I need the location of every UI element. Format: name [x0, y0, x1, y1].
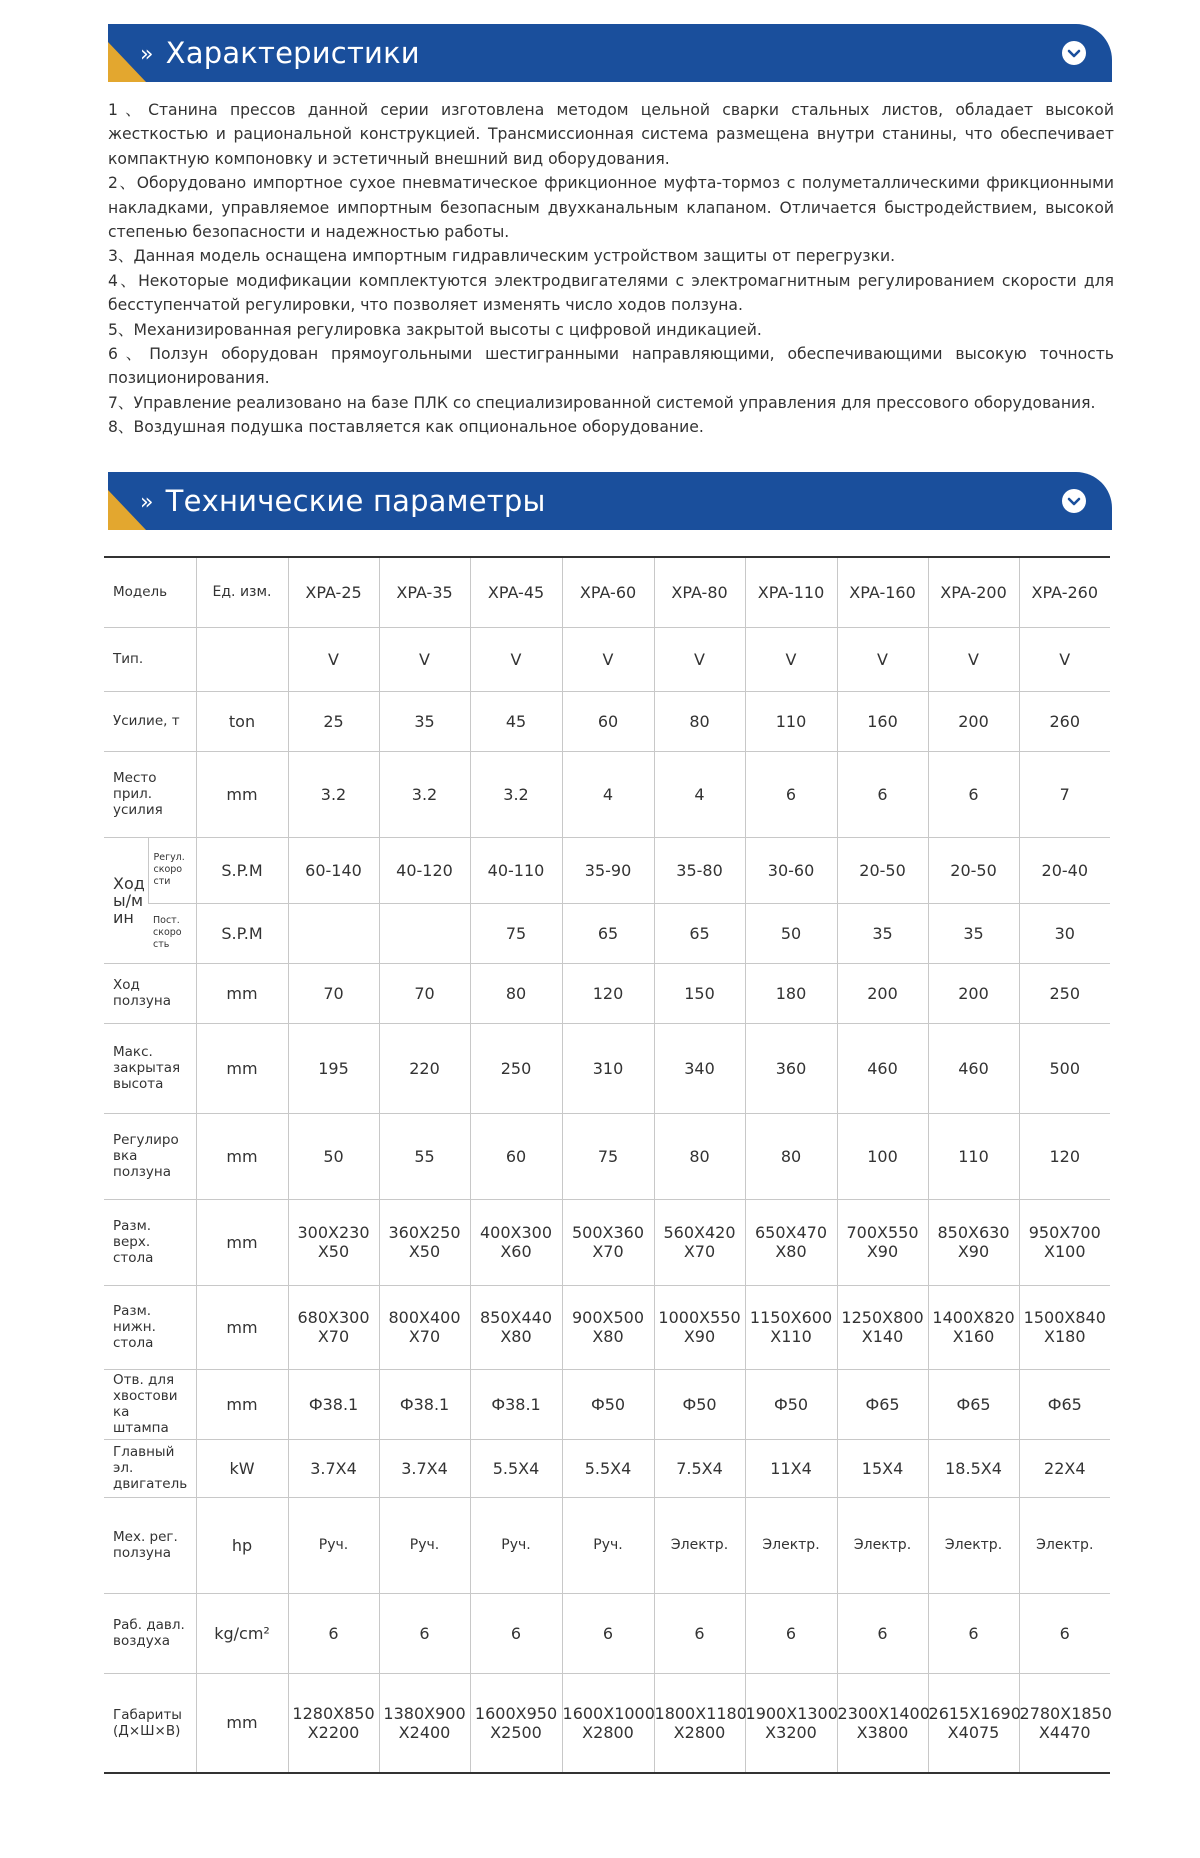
table-cell: 35-80 — [654, 837, 745, 903]
strokes-group-label: Ход ы/м ин — [104, 837, 148, 963]
row-unit: kW — [196, 1439, 288, 1497]
table-cell: 6 — [562, 1593, 654, 1673]
table-cell: 360X250 X50 — [379, 1199, 470, 1285]
table-cell: 2780X1850 X4470 — [1019, 1673, 1110, 1773]
feature-item: 2、Оборудовано импортное сухое пневматическое фрикционное муфта-тормоз с полуметаллическими фрикционными накладками, управляемое импортным безопасным двухканальным клапаном. Отличается быстродействием, высокой степенью безопасности и надежностью работы. — [108, 174, 1114, 242]
table-cell: 2615X1690 X4075 — [928, 1673, 1019, 1773]
row-label: Отв. для хвостови ка штампа — [104, 1369, 196, 1439]
table-cell: Ф38.1 — [288, 1369, 379, 1439]
table-cell: 1150X600 X110 — [745, 1285, 837, 1369]
table-cell: 500 — [1019, 1023, 1110, 1113]
table-cell: 110 — [745, 691, 837, 751]
table-cell: V — [379, 627, 470, 691]
unit-header: Ед. изм. — [196, 557, 288, 627]
table-cell: 30-60 — [745, 837, 837, 903]
table-cell: 6 — [928, 751, 1019, 837]
feature-item: 1、Станина прессов данной серии изготовлена методом цельной сварки стальных листов, обладает высокой жесткостью и рациональной конструкцией. Трансмиссионная система размещена внутри станины, что обеспечивает компактную компоновку и эстетичный внешний вид оборудования. — [108, 101, 1114, 168]
table-row — [104, 963, 1110, 1023]
table-cell: 65 — [654, 903, 745, 963]
table-cell: 11X4 — [745, 1439, 837, 1497]
row-unit: S.P.M — [196, 903, 288, 963]
table-cell: 460 — [837, 1023, 928, 1113]
table-row — [104, 1113, 1110, 1199]
row-label: Главный эл. двигатель — [104, 1439, 196, 1497]
table-row — [104, 751, 1110, 837]
table-cell: 1280X850 X2200 — [288, 1673, 379, 1773]
table-row — [104, 837, 1110, 903]
table-cell — [288, 903, 379, 963]
row-label: Усилие, т — [104, 691, 196, 751]
feature-item: 8、Воздушная подушка поставляется как опциональное оборудование. — [108, 418, 704, 437]
table-cell: Руч. — [379, 1497, 470, 1593]
row-label: Место прил. усилия — [104, 751, 196, 837]
row-unit: mm — [196, 1023, 288, 1113]
table-cell: 5.5X4 — [470, 1439, 562, 1497]
row-unit: mm — [196, 1113, 288, 1199]
table-cell: 6 — [654, 1593, 745, 1673]
table-row — [104, 691, 1110, 751]
row-unit — [196, 627, 288, 691]
table-cell: 22X4 — [1019, 1439, 1110, 1497]
table-cell: 3.2 — [379, 751, 470, 837]
table-cell: 120 — [1019, 1113, 1110, 1199]
table-cell: Электр. — [745, 1497, 837, 1593]
table-row — [104, 1369, 1110, 1439]
table-cell: Ф50 — [745, 1369, 837, 1439]
table-cell: 18.5X4 — [928, 1439, 1019, 1497]
table-cell: 200 — [928, 691, 1019, 751]
table-cell: V — [470, 627, 562, 691]
table-cell: 1400X820 X160 — [928, 1285, 1019, 1369]
section-title: Характеристики — [165, 36, 420, 70]
feature-item: 6、Ползун оборудован прямоугольными шестигранными направляющими, обеспечивающими высокую точность позиционирования. — [108, 345, 1114, 388]
model-name: XPA-45 — [470, 557, 562, 627]
params-section-header[interactable] — [108, 472, 1112, 530]
row-label: Габариты (Д×Ш×В) — [104, 1673, 196, 1773]
table-cell: 60 — [470, 1113, 562, 1199]
row-label: Регулиро вка ползуна — [104, 1113, 196, 1199]
chevron-right-icon: » — [140, 490, 154, 515]
section-title: Технические параметры — [165, 484, 546, 518]
feature-item: 5、Механизированная регулировка закрытой высоты с цифровой индикацией. — [108, 320, 762, 339]
model-name: XPA-25 — [288, 557, 379, 627]
table-cell: 360 — [745, 1023, 837, 1113]
row-unit: S.P.M — [196, 837, 288, 903]
row-unit: mm — [196, 1369, 288, 1439]
row-label: Мех. рег. ползуна — [104, 1497, 196, 1593]
table-cell: 900X500 X80 — [562, 1285, 654, 1369]
table-cell: Руч. — [562, 1497, 654, 1593]
table-row — [104, 1439, 1110, 1497]
table-cell: 35-90 — [562, 837, 654, 903]
model-name: XPA-160 — [837, 557, 928, 627]
table-cell: 55 — [379, 1113, 470, 1199]
table-cell: 20-50 — [837, 837, 928, 903]
table-cell: 3.7X4 — [288, 1439, 379, 1497]
table-cell: Электр. — [654, 1497, 745, 1593]
table-cell: 6 — [470, 1593, 562, 1673]
table-cell: 20-40 — [1019, 837, 1110, 903]
row-label: Ход ползуна — [104, 963, 196, 1023]
model-name: XPA-110 — [745, 557, 837, 627]
table-cell: 1000X550 X90 — [654, 1285, 745, 1369]
table-cell: 200 — [928, 963, 1019, 1023]
table-cell: 25 — [288, 691, 379, 751]
table-cell: 75 — [470, 903, 562, 963]
row-unit: mm — [196, 751, 288, 837]
table-cell: 400X300 X60 — [470, 1199, 562, 1285]
table-cell: 60 — [562, 691, 654, 751]
table-cell: Электр. — [837, 1497, 928, 1593]
table-cell: 6 — [745, 751, 837, 837]
table-cell: 6 — [288, 1593, 379, 1673]
table-cell: Руч. — [470, 1497, 562, 1593]
row-label: Тип. — [104, 627, 196, 691]
model-name: XPA-35 — [379, 557, 470, 627]
table-cell: 180 — [745, 963, 837, 1023]
table-cell: V — [745, 627, 837, 691]
table-cell: 650X470 X80 — [745, 1199, 837, 1285]
table-cell: Руч. — [288, 1497, 379, 1593]
feature-item: 7、Управление реализовано на базе ПЛК со специализированной системой управления для прессового оборудования. — [108, 393, 1096, 412]
table-cell: 950X700 X100 — [1019, 1199, 1110, 1285]
table-cell: 120 — [562, 963, 654, 1023]
table-cell: Ф50 — [654, 1369, 745, 1439]
table-cell: 1250X800 X140 — [837, 1285, 928, 1369]
table-cell: 35 — [928, 903, 1019, 963]
row-sublabel: Регул. скоро сти — [148, 837, 196, 903]
table-cell: 2300X1400 X3800 — [837, 1673, 928, 1773]
row-unit: mm — [196, 1199, 288, 1285]
table-cell: 50 — [288, 1113, 379, 1199]
table-cell: 195 — [288, 1023, 379, 1113]
table-cell: 6 — [837, 751, 928, 837]
table-cell: Ф65 — [928, 1369, 1019, 1439]
table-header-row — [104, 557, 1110, 627]
table-cell: V — [654, 627, 745, 691]
row-label: Макс. закрытая высота — [104, 1023, 196, 1113]
table-cell: 340 — [654, 1023, 745, 1113]
features-list — [108, 98, 1114, 440]
table-row — [104, 1199, 1110, 1285]
chevron-right-icon: » — [140, 42, 154, 67]
table-row — [104, 1497, 1110, 1593]
table-cell: 160 — [837, 691, 928, 751]
table-row — [104, 1285, 1110, 1369]
model-name: XPA-60 — [562, 557, 654, 627]
collapse-toggle-icon[interactable] — [1062, 41, 1086, 65]
table-cell: 6 — [837, 1593, 928, 1673]
table-cell: V — [837, 627, 928, 691]
table-cell: 850X440 X80 — [470, 1285, 562, 1369]
table-cell: V — [1019, 627, 1110, 691]
table-row — [104, 1673, 1110, 1773]
row-unit: ton — [196, 691, 288, 751]
row-unit: mm — [196, 1673, 288, 1773]
table-cell: 800X400 X70 — [379, 1285, 470, 1369]
table-cell: 310 — [562, 1023, 654, 1113]
table-cell: 5.5X4 — [562, 1439, 654, 1497]
table-row — [104, 1023, 1110, 1113]
table-cell: 3.2 — [288, 751, 379, 837]
table-cell: 6 — [928, 1593, 1019, 1673]
collapse-toggle-icon[interactable] — [1062, 489, 1086, 513]
table-cell: 100 — [837, 1113, 928, 1199]
table-cell: 700X550 X90 — [837, 1199, 928, 1285]
table-cell: 70 — [288, 963, 379, 1023]
table-cell: 150 — [654, 963, 745, 1023]
table-cell: 3.2 — [470, 751, 562, 837]
table-cell: 7 — [1019, 751, 1110, 837]
table-cell: 1380X900 X2400 — [379, 1673, 470, 1773]
table-cell: Ф50 — [562, 1369, 654, 1439]
table-cell: 6 — [745, 1593, 837, 1673]
table-cell: Ф65 — [837, 1369, 928, 1439]
table-cell: 80 — [654, 691, 745, 751]
table-cell: 4 — [562, 751, 654, 837]
table-row — [104, 903, 1110, 963]
table-cell: 80 — [654, 1113, 745, 1199]
feature-item: 3、Данная модель оснащена импортным гидравлическим устройством защиты от перегрузки. — [108, 247, 896, 266]
table-cell: 200 — [837, 963, 928, 1023]
row-label: Разм. верх. стола — [104, 1199, 196, 1285]
model-name: XPA-80 — [654, 557, 745, 627]
table-cell: 65 — [562, 903, 654, 963]
row-label: Разм. нижн. стола — [104, 1285, 196, 1369]
table-cell: 40-110 — [470, 837, 562, 903]
table-cell: 6 — [379, 1593, 470, 1673]
specs-table — [104, 556, 1110, 1774]
table-cell: V — [288, 627, 379, 691]
table-cell: 80 — [745, 1113, 837, 1199]
table-cell: 1900X1300 X3200 — [745, 1673, 837, 1773]
table-cell: Электр. — [1019, 1497, 1110, 1593]
table-cell — [379, 903, 470, 963]
row-unit: mm — [196, 963, 288, 1023]
model-name: XPA-200 — [928, 557, 1019, 627]
table-cell: 1500X840 X180 — [1019, 1285, 1110, 1369]
table-row — [104, 1593, 1110, 1673]
table-cell: V — [562, 627, 654, 691]
table-cell: 220 — [379, 1023, 470, 1113]
table-cell: 50 — [745, 903, 837, 963]
table-cell: 15X4 — [837, 1439, 928, 1497]
table-cell: 35 — [837, 903, 928, 963]
table-cell: 35 — [379, 691, 470, 751]
model-header: Модель — [113, 584, 168, 601]
row-unit: kg/cm² — [196, 1593, 288, 1673]
table-cell: 40-120 — [379, 837, 470, 903]
table-cell: 850X630 X90 — [928, 1199, 1019, 1285]
table-cell: 4 — [654, 751, 745, 837]
table-cell: 20-50 — [928, 837, 1019, 903]
table-cell: 60-140 — [288, 837, 379, 903]
table-cell: 30 — [1019, 903, 1110, 963]
table-cell: 1800X1180 X2800 — [654, 1673, 745, 1773]
table-cell: 7.5X4 — [654, 1439, 745, 1497]
table-cell: Ф38.1 — [470, 1369, 562, 1439]
row-label: Раб. давл. воздуха — [104, 1593, 196, 1673]
row-sublabel: Пост. скоро сть — [148, 903, 196, 963]
table-row — [104, 627, 1110, 691]
table-cell: 260 — [1019, 691, 1110, 751]
table-cell: V — [928, 627, 1019, 691]
features-section-header[interactable] — [108, 24, 1112, 82]
table-cell: 80 — [470, 963, 562, 1023]
table-cell: 1600X1000 X2800 — [562, 1673, 654, 1773]
table-cell: 680X300 X70 — [288, 1285, 379, 1369]
table-cell: 3.7X4 — [379, 1439, 470, 1497]
table-cell: 560X420 X70 — [654, 1199, 745, 1285]
table-cell: 45 — [470, 691, 562, 751]
table-cell: 250 — [1019, 963, 1110, 1023]
table-cell: Электр. — [928, 1497, 1019, 1593]
row-unit: mm — [196, 1285, 288, 1369]
feature-item: 4、Некоторые модификации комплектуются электродвигателями с электромагнитным регулированием скорости для бесступенчатой регулировки, что позволяет изменять число ходов ползуна. — [108, 271, 1114, 315]
table-cell: 500X360 X70 — [562, 1199, 654, 1285]
table-cell: Ф38.1 — [379, 1369, 470, 1439]
table-cell: 6 — [1019, 1593, 1110, 1673]
table-cell: 70 — [379, 963, 470, 1023]
table-cell: Ф65 — [1019, 1369, 1110, 1439]
table-cell: 250 — [470, 1023, 562, 1113]
table-cell: 460 — [928, 1023, 1019, 1113]
table-cell: 1600X950 X2500 — [470, 1673, 562, 1773]
row-unit: hp — [196, 1497, 288, 1593]
table-cell: 75 — [562, 1113, 654, 1199]
table-cell: 300X230 X50 — [288, 1199, 379, 1285]
table-cell: 110 — [928, 1113, 1019, 1199]
model-name: XPA-260 — [1019, 557, 1110, 627]
